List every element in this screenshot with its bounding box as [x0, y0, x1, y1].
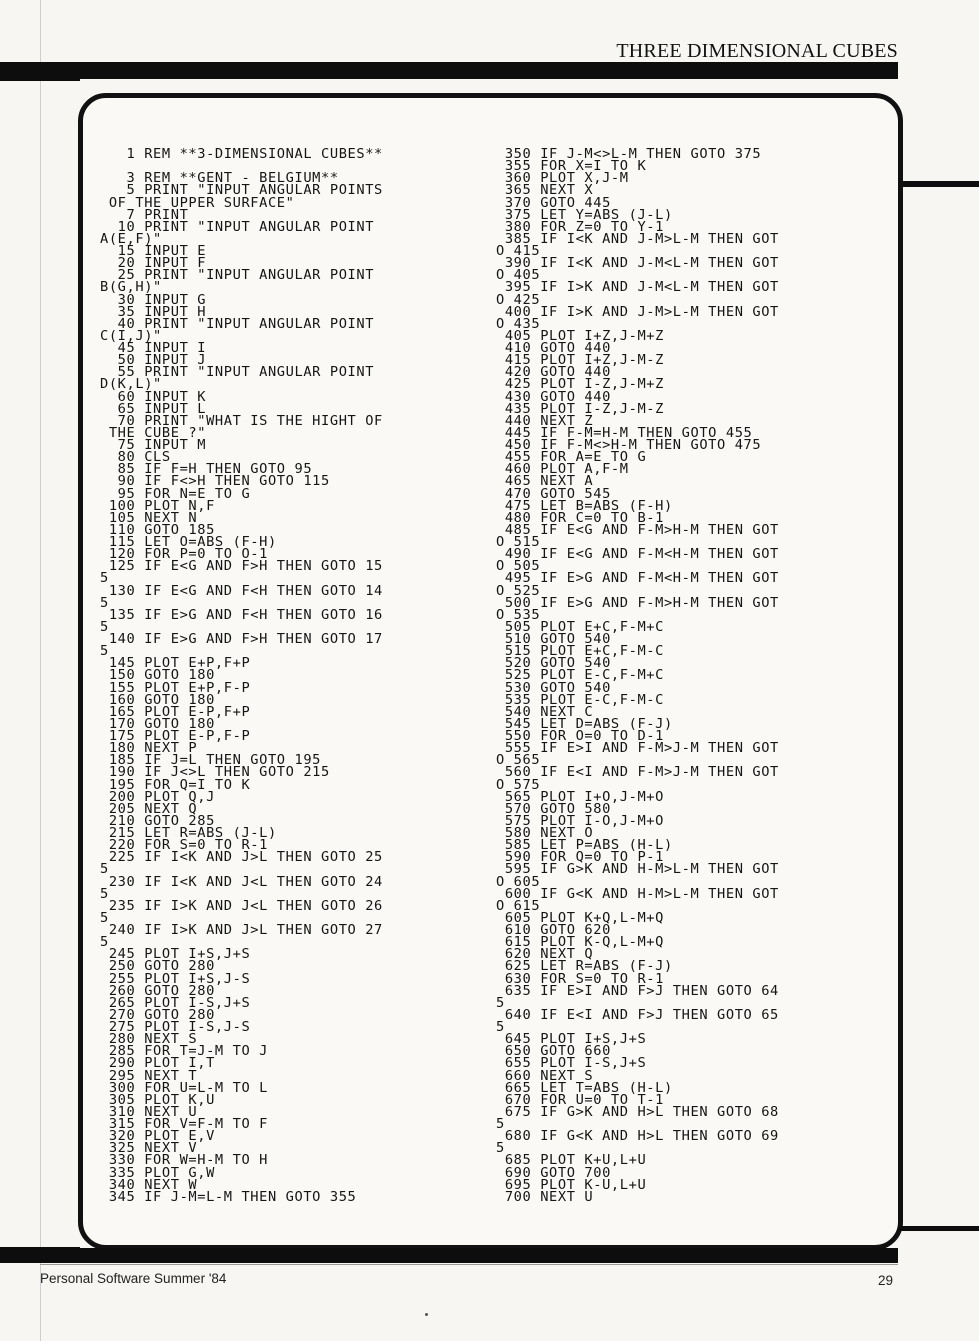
code-line: 650 GOTO 660	[496, 1043, 611, 1060]
code-line: 580 NEXT O	[496, 825, 594, 841]
code-line: 380 FOR Z=0 TO Y-1	[496, 218, 664, 235]
code-line: 130 IF E<G AND F<H THEN GOTO 14	[100, 582, 383, 599]
code-line: 475 LET B=ABS (F-H)	[496, 497, 673, 514]
code-line: 625 LET R=ABS (F-J)	[496, 958, 673, 975]
code-line: 315 FOR V=F-M TO F	[100, 1116, 268, 1132]
code-line: 450 IF F-M<>H-M THEN GOTO 475	[496, 437, 762, 453]
code-line: O 565	[496, 752, 541, 769]
code-line: 345 IF J-M=L-M THEN GOTO 355	[100, 1188, 357, 1205]
code-line: 440 NEXT Z	[496, 412, 594, 429]
footer-rule	[0, 1248, 898, 1263]
code-line: 225 IF I<K AND J>L THEN GOTO 25	[100, 849, 383, 866]
code-line: 5	[496, 1116, 505, 1132]
code-line: 75 INPUT M	[100, 437, 207, 453]
code-line: 700 NEXT U	[496, 1188, 594, 1205]
code-line: 15 INPUT E	[100, 243, 207, 259]
running-header-title: THREE DIMENSIONAL CUBES	[616, 40, 898, 62]
code-line: 410 GOTO 440	[496, 340, 611, 356]
code-line: 5	[100, 861, 109, 878]
code-line: 65 INPUT L	[100, 400, 207, 417]
code-line: 530 GOTO 540	[496, 679, 611, 696]
code-line: 285 FOR T=J-M TO J	[100, 1043, 268, 1060]
code-line: 550 FOR O=0 TO D-1	[496, 728, 664, 744]
code-line: 680 IF G<K AND H>L THEN GOTO 69	[496, 1128, 779, 1145]
code-line: 500 IF E>G AND F-M>H-M THEN GOT	[496, 594, 779, 611]
code-line: 455 FOR A=E TO G	[496, 449, 647, 466]
code-line: 645 PLOT I+S,J+S	[496, 1031, 647, 1048]
code-line: O 575	[496, 776, 541, 793]
code-line: O 605	[496, 873, 541, 890]
code-line: 320 PLOT E,V	[100, 1128, 215, 1145]
code-line: C(I,J)"	[100, 327, 162, 344]
code-line: 190 IF J<>L THEN GOTO 215	[100, 764, 330, 781]
code-line: 340 NEXT W	[100, 1176, 198, 1193]
code-line: 50 INPUT J	[100, 352, 207, 369]
code-line: 100 PLOT N,F	[100, 497, 215, 514]
header-rule	[0, 62, 898, 79]
code-line: 415 PLOT I+Z,J-M-Z	[496, 352, 664, 369]
code-line: 405 PLOT I+Z,J-M+Z	[496, 327, 664, 344]
code-line: 135 IF E>G AND F<H THEN GOTO 16	[100, 606, 383, 623]
code-line: D(K,L)"	[100, 376, 162, 393]
code-line: 235 IF I>K AND J<L THEN GOTO 26	[100, 897, 383, 914]
code-line: 335 PLOT G,W	[100, 1164, 215, 1181]
code-line: O 525	[496, 582, 541, 599]
code-line: 45 INPUT I	[100, 340, 207, 356]
code-line: 370 GOTO 445	[496, 194, 611, 211]
code-line: 585 LET P=ABS (H-L)	[496, 837, 673, 854]
code-line: 640 IF E<I AND F>J THEN GOTO 65	[496, 1006, 779, 1023]
footer-magazine-title: Personal Software Summer '84	[40, 1271, 227, 1286]
code-line: 35 INPUT H	[100, 303, 207, 320]
code-line: 115 LET O=ABS (F-H)	[100, 534, 277, 550]
code-line: 145 PLOT E+P,F+P	[100, 655, 251, 672]
code-line: 30 INPUT G	[100, 291, 207, 308]
code-line: 180 NEXT P	[100, 740, 198, 757]
code-line: 325 NEXT V	[100, 1140, 198, 1157]
code-line: 5 PRINT "INPUT ANGULAR POINTS	[100, 182, 383, 199]
code-line: 615 PLOT K-Q,L-M+Q	[496, 934, 664, 951]
code-line: 400 IF I>K AND J-M>L-M THEN GOT	[496, 303, 779, 320]
code-line: 540 NEXT C	[496, 703, 594, 720]
code-line: 395 IF I>K AND J-M<L-M THEN GOT	[496, 279, 779, 296]
code-line: O 405	[496, 267, 541, 284]
code-line: 435 PLOT I-Z,J-M-Z	[496, 400, 664, 417]
code-line: 300 FOR U=L-M TO L	[100, 1079, 268, 1096]
code-line: 10 PRINT "INPUT ANGULAR POINT	[100, 218, 375, 235]
code-line: 150 GOTO 180	[100, 667, 215, 684]
footer-rule-stub	[0, 1247, 80, 1263]
right-edge-mark	[899, 181, 979, 187]
code-line: 5	[100, 618, 109, 635]
code-line: 185 IF J=L THEN GOTO 195	[100, 752, 322, 769]
code-line: 385 IF I<K AND J-M>L-M THEN GOT	[496, 230, 779, 247]
code-line: 480 FOR C=0 TO B-1	[496, 509, 664, 526]
code-line: 195 FOR Q=I TO K	[100, 776, 251, 793]
code-line: 520 GOTO 540	[496, 655, 611, 672]
code-line: O 615	[496, 897, 541, 914]
page-margin-line	[40, 0, 41, 1341]
code-line: 160 GOTO 180	[100, 691, 215, 708]
code-line: 610 GOTO 620	[496, 922, 611, 938]
code-line: 110 GOTO 185	[100, 521, 215, 538]
code-line: 175 PLOT E-P,F-P	[100, 728, 251, 744]
code-line: O 535	[496, 606, 541, 623]
code-line: 630 FOR S=0 TO R-1	[496, 970, 664, 987]
code-line: 170 GOTO 180	[100, 715, 215, 732]
code-line: 375 LET Y=ABS (J-L)	[496, 206, 673, 223]
code-line: 5	[100, 909, 109, 926]
code-line: 5	[496, 994, 505, 1011]
code-line: 255 PLOT I+S,J-S	[100, 970, 251, 987]
code-line: 525 PLOT E-C,F-M+C	[496, 667, 664, 684]
code-line: 275 PLOT I-S,J-S	[100, 1019, 251, 1035]
code-line: 535 PLOT E-C,F-M-C	[496, 691, 664, 708]
code-line: 25 PRINT "INPUT ANGULAR POINT	[100, 267, 375, 284]
code-line: 230 IF I<K AND J<L THEN GOTO 24	[100, 873, 383, 890]
code-line: OF THE UPPER SURFACE"	[100, 194, 295, 211]
code-line: 3 REM **GENT - BELGIUM**	[100, 170, 339, 187]
code-line: 670 FOR U=0 TO T-1	[496, 1091, 664, 1108]
code-line: 155 PLOT E+P,F-P	[100, 679, 251, 696]
code-line: 1 REM **3-DIMENSIONAL CUBES**	[100, 146, 383, 162]
code-line: 80 CLS	[100, 449, 171, 466]
code-line: 295 NEXT T	[100, 1067, 198, 1084]
code-line: 140 IF E>G AND F>H THEN GOTO 17	[100, 631, 383, 647]
footer-page-number: 29	[877, 1273, 893, 1288]
code-line: 570 GOTO 580	[496, 800, 611, 817]
footer-hairline	[40, 1264, 898, 1265]
code-line: 5	[100, 643, 109, 660]
code-line: 665 LET T=ABS (H-L)	[496, 1079, 673, 1096]
code-line: 425 PLOT I-Z,J-M+Z	[496, 376, 664, 393]
code-line: O 415	[496, 243, 541, 259]
code-line: 555 IF E>I AND F-M>J-M THEN GOT	[496, 740, 779, 757]
code-line: 250 GOTO 280	[100, 958, 215, 975]
code-line: B(G,H)"	[100, 279, 162, 296]
code-line: 355 FOR X=I TO K	[496, 158, 647, 175]
header-rule-stub	[0, 63, 80, 81]
code-line: 85 IF F=H THEN GOTO 95	[100, 461, 313, 478]
code-line: 470 GOTO 545	[496, 485, 611, 502]
code-line: 560 IF E<I AND F-M>J-M THEN GOT	[496, 764, 779, 781]
code-line: 655 PLOT I-S,J+S	[496, 1055, 647, 1072]
code-line: O 425	[496, 291, 541, 308]
code-line: THE CUBE ?"	[100, 424, 207, 441]
code-line: 5	[496, 1019, 505, 1035]
right-edge-mark-lower	[899, 1226, 979, 1231]
code-line: 5	[100, 885, 109, 902]
code-line: 310 NEXT U	[100, 1103, 198, 1120]
code-line: 330 FOR W=H-M TO H	[100, 1152, 268, 1169]
code-line: 7 PRINT	[100, 206, 189, 223]
code-line: 200 PLOT Q,J	[100, 788, 215, 805]
code-line: O 435	[496, 315, 541, 332]
code-line: 390 IF I<K AND J-M<L-M THEN GOT	[496, 255, 779, 272]
code-line: 350 IF J-M<>L-M THEN GOTO 375	[496, 146, 762, 162]
code-line: 635 IF E>I AND F>J THEN GOTO 64	[496, 982, 779, 999]
code-line: 420 GOTO 440	[496, 364, 611, 381]
code-line: 60 INPUT K	[100, 388, 207, 405]
code-line: 695 PLOT K-U,L+U	[496, 1176, 647, 1193]
code-line: 265 PLOT I-S,J+S	[100, 994, 251, 1011]
code-line: 545 LET D=ABS (F-J)	[496, 715, 673, 732]
code-line: 165 PLOT E-P,F+P	[100, 703, 251, 720]
code-line: 305 PLOT K,U	[100, 1091, 215, 1108]
code-line: 675 IF G>K AND H>L THEN GOTO 68	[496, 1103, 779, 1120]
code-line: 600 IF G<K AND H-M>L-M THEN GOT	[496, 885, 779, 902]
code-line: 5	[496, 1140, 505, 1157]
code-line: 210 GOTO 285	[100, 812, 215, 829]
code-line: 595 IF G>K AND H-M>L-M THEN GOT	[496, 861, 779, 878]
code-line: 5	[100, 934, 109, 951]
code-line: 460 PLOT A,F-M	[496, 461, 629, 478]
code-line: 685 PLOT K+U,L+U	[496, 1152, 647, 1169]
code-line: 20 INPUT F	[100, 255, 207, 272]
code-line: 125 IF E<G AND F>H THEN GOTO 15	[100, 558, 383, 575]
code-line: 605 PLOT K+Q,L-M+Q	[496, 909, 664, 926]
code-line: O 505	[496, 558, 541, 575]
code-line: 220 FOR S=0 TO R-1	[100, 837, 268, 854]
code-line: 490 IF E<G AND F-M<H-M THEN GOT	[496, 546, 779, 563]
code-line: 215 LET R=ABS (J-L)	[100, 825, 277, 841]
listing-right-column	[496, 148, 779, 1203]
code-line: 55 PRINT "INPUT ANGULAR POINT	[100, 364, 375, 381]
code-line: 245 PLOT I+S,J+S	[100, 946, 251, 963]
code-line: A(E,F)"	[100, 230, 162, 247]
code-line: 565 PLOT I+O,J-M+O	[496, 788, 664, 805]
code-line: 445 IF F-M=H-M THEN GOTO 455	[496, 424, 753, 441]
code-line: 430 GOTO 440	[496, 388, 611, 405]
code-line: 575 PLOT I-O,J-M+O	[496, 812, 664, 829]
listing-left-column	[100, 148, 383, 1203]
code-line: 40 PRINT "INPUT ANGULAR POINT	[100, 315, 375, 332]
code-line: 260 GOTO 280	[100, 982, 215, 999]
code-line: 485 IF E<G AND F-M>H-M THEN GOT	[496, 521, 779, 538]
code-line: 90 IF F<>H THEN GOTO 115	[100, 473, 330, 490]
code-line: 620 NEXT Q	[496, 946, 594, 963]
code-line: O 515	[496, 534, 541, 550]
code-line: 205 NEXT Q	[100, 800, 198, 817]
print-speck	[425, 1313, 428, 1316]
code-line: 590 FOR Q=0 TO P-1	[496, 849, 664, 866]
code-line: 70 PRINT "WHAT IS THE HIGHT OF	[100, 412, 383, 429]
code-line: 280 NEXT S	[100, 1031, 198, 1048]
code-line: 660 NEXT S	[496, 1067, 594, 1084]
code-line: 360 PLOT X,J-M	[496, 170, 629, 187]
code-line: 690 GOTO 700	[496, 1164, 611, 1181]
code-line: 270 GOTO 280	[100, 1006, 215, 1023]
code-line: 510 GOTO 540	[496, 631, 611, 647]
code-line: 5	[100, 594, 109, 611]
code-line: 495 IF E>G AND F-M<H-M THEN GOT	[496, 570, 779, 587]
code-line: 5	[100, 570, 109, 587]
code-line: 120 FOR P=0 TO O-1	[100, 546, 268, 563]
code-line: 505 PLOT E+C,F-M+C	[496, 618, 664, 635]
code-line: 290 PLOT I,T	[100, 1055, 215, 1072]
code-line: 365 NEXT X	[496, 182, 594, 199]
code-line: 105 NEXT N	[100, 509, 198, 526]
code-line: 465 NEXT A	[496, 473, 594, 490]
code-line: 240 IF I>K AND J>L THEN GOTO 27	[100, 922, 383, 938]
code-line: 95 FOR N=E TO G	[100, 485, 251, 502]
code-line: 515 PLOT E+C,F-M-C	[496, 643, 664, 660]
